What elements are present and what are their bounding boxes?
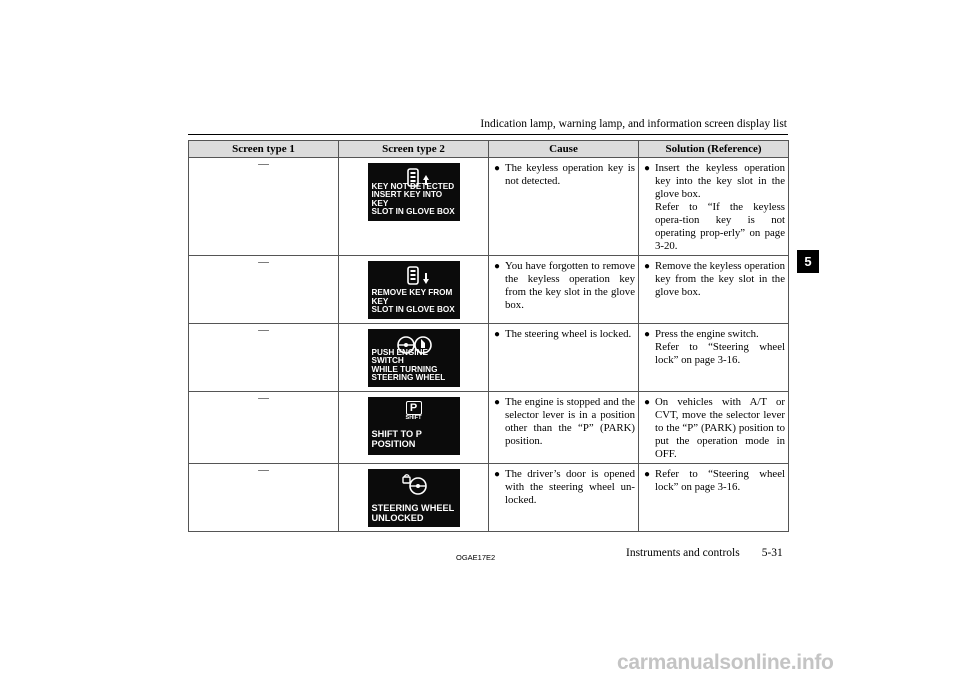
solution-cell	[639, 392, 789, 464]
watermark: carmanualsonline.info	[617, 651, 834, 674]
screen-message: SHIFT TO P POSITION	[371, 429, 422, 449]
cause-cell	[489, 324, 639, 392]
table-row	[189, 158, 789, 256]
screen-type-2-cell	[339, 324, 489, 392]
cause-cell	[489, 464, 639, 532]
info-screen-image	[368, 329, 460, 387]
cause-text: The engine is stopped and the selector lever is in a position other than the “P” (PARK) position.	[505, 396, 635, 447]
chapter-tab: 5	[797, 250, 819, 273]
table-row	[189, 464, 789, 532]
info-screen-image	[368, 397, 460, 455]
header-rule	[188, 134, 788, 135]
table-row	[189, 324, 789, 392]
screen-type-2-cell	[339, 392, 489, 464]
section-name: Instruments and controls	[626, 547, 740, 559]
screen-message: STEERING WHEEL UNLOCKED	[371, 503, 455, 523]
solution-text: Refer to “Steering wheel lock” on page 3-16.	[655, 468, 785, 493]
cause-text: The driver’s door is opened with the steering wheel un-locked.	[505, 468, 635, 506]
cause-text: The keyless operation key is not detected.	[505, 162, 635, 187]
column-header: Screen type 1	[189, 141, 339, 158]
solution-text: Press the engine switch. Refer to “Steering wheel lock” on page 3-16.	[655, 328, 785, 366]
page-number: 5-31	[761, 547, 783, 559]
screen-type-2-cell	[339, 464, 489, 532]
bullet-icon: ●	[494, 163, 501, 174]
column-header: Cause	[489, 141, 639, 158]
cause-cell	[489, 256, 639, 324]
bullet-icon: ●	[644, 329, 651, 340]
solution-text: On vehicles with A/T or CVT, move the selector lever to the “P” (PARK) position to put the operation mode in OFF.	[655, 396, 785, 460]
cause-cell	[489, 392, 639, 464]
table-row	[189, 392, 789, 464]
cause-text: You have forgotten to remove the keyless operation key from the key slot in the glove box.	[505, 260, 635, 311]
bullet-icon: ●	[644, 397, 651, 408]
screen-type-1-cell: —	[189, 158, 339, 256]
screen-type-1-cell: —	[189, 256, 339, 324]
column-header: Screen type 2	[339, 141, 489, 158]
table-row	[189, 256, 789, 324]
page-header-title: Indication lamp, warning lamp, and information screen display list	[480, 118, 787, 130]
screen-message: PUSH ENGINE SWITCH WHILE TURNING STEERING WHEEL	[371, 347, 446, 383]
bullet-icon: ●	[644, 469, 651, 480]
screen-message: REMOVE KEY FROM KEY SLOT IN GLOVE BOX	[371, 288, 455, 315]
table-header-row	[189, 141, 789, 158]
bullet-icon: ●	[644, 163, 651, 174]
shift-sublabel: SHIFT	[405, 415, 422, 421]
p-position-label: P	[406, 401, 422, 415]
bullet-icon: ●	[494, 397, 501, 408]
page-footer	[626, 547, 783, 559]
column-header: Solution (Reference)	[639, 141, 789, 158]
screen-message: KEY NOT DETECTED INSERT KEY INTO KEY SLOT IN GLOVE BOX	[371, 181, 455, 217]
info-screen-image	[368, 163, 460, 221]
solution-text: Remove the keyless operation key from the key slot in the glove box.	[655, 260, 785, 298]
steering-unlock-icon	[368, 473, 460, 497]
screen-type-1-cell: —	[189, 392, 339, 464]
screen-type-2-cell	[339, 256, 489, 324]
display-list-table	[188, 140, 789, 532]
info-screen-image	[368, 469, 460, 527]
screen-type-1-cell: —	[189, 464, 339, 532]
key-remove-icon	[368, 265, 460, 289]
solution-cell	[639, 324, 789, 392]
document-code: OGAE17E2	[456, 553, 496, 562]
solution-cell	[639, 256, 789, 324]
cause-text: The steering wheel is locked.	[505, 328, 632, 340]
cause-cell	[489, 158, 639, 256]
screen-type-2-cell	[339, 158, 489, 256]
p-shift-icon	[368, 401, 460, 425]
solution-cell	[639, 464, 789, 532]
solution-cell	[639, 158, 789, 256]
bullet-icon: ●	[494, 261, 501, 272]
bullet-icon: ●	[494, 469, 501, 480]
bullet-icon: ●	[644, 261, 651, 272]
screen-type-1-cell: —	[189, 324, 339, 392]
solution-text: Insert the keyless operation key into the key slot in the glove box. Refer to “If the keyless opera-tion key is not operating prop-erly” on page 3-20.	[655, 162, 785, 252]
bullet-icon: ●	[494, 329, 501, 340]
info-screen-image	[368, 261, 460, 319]
